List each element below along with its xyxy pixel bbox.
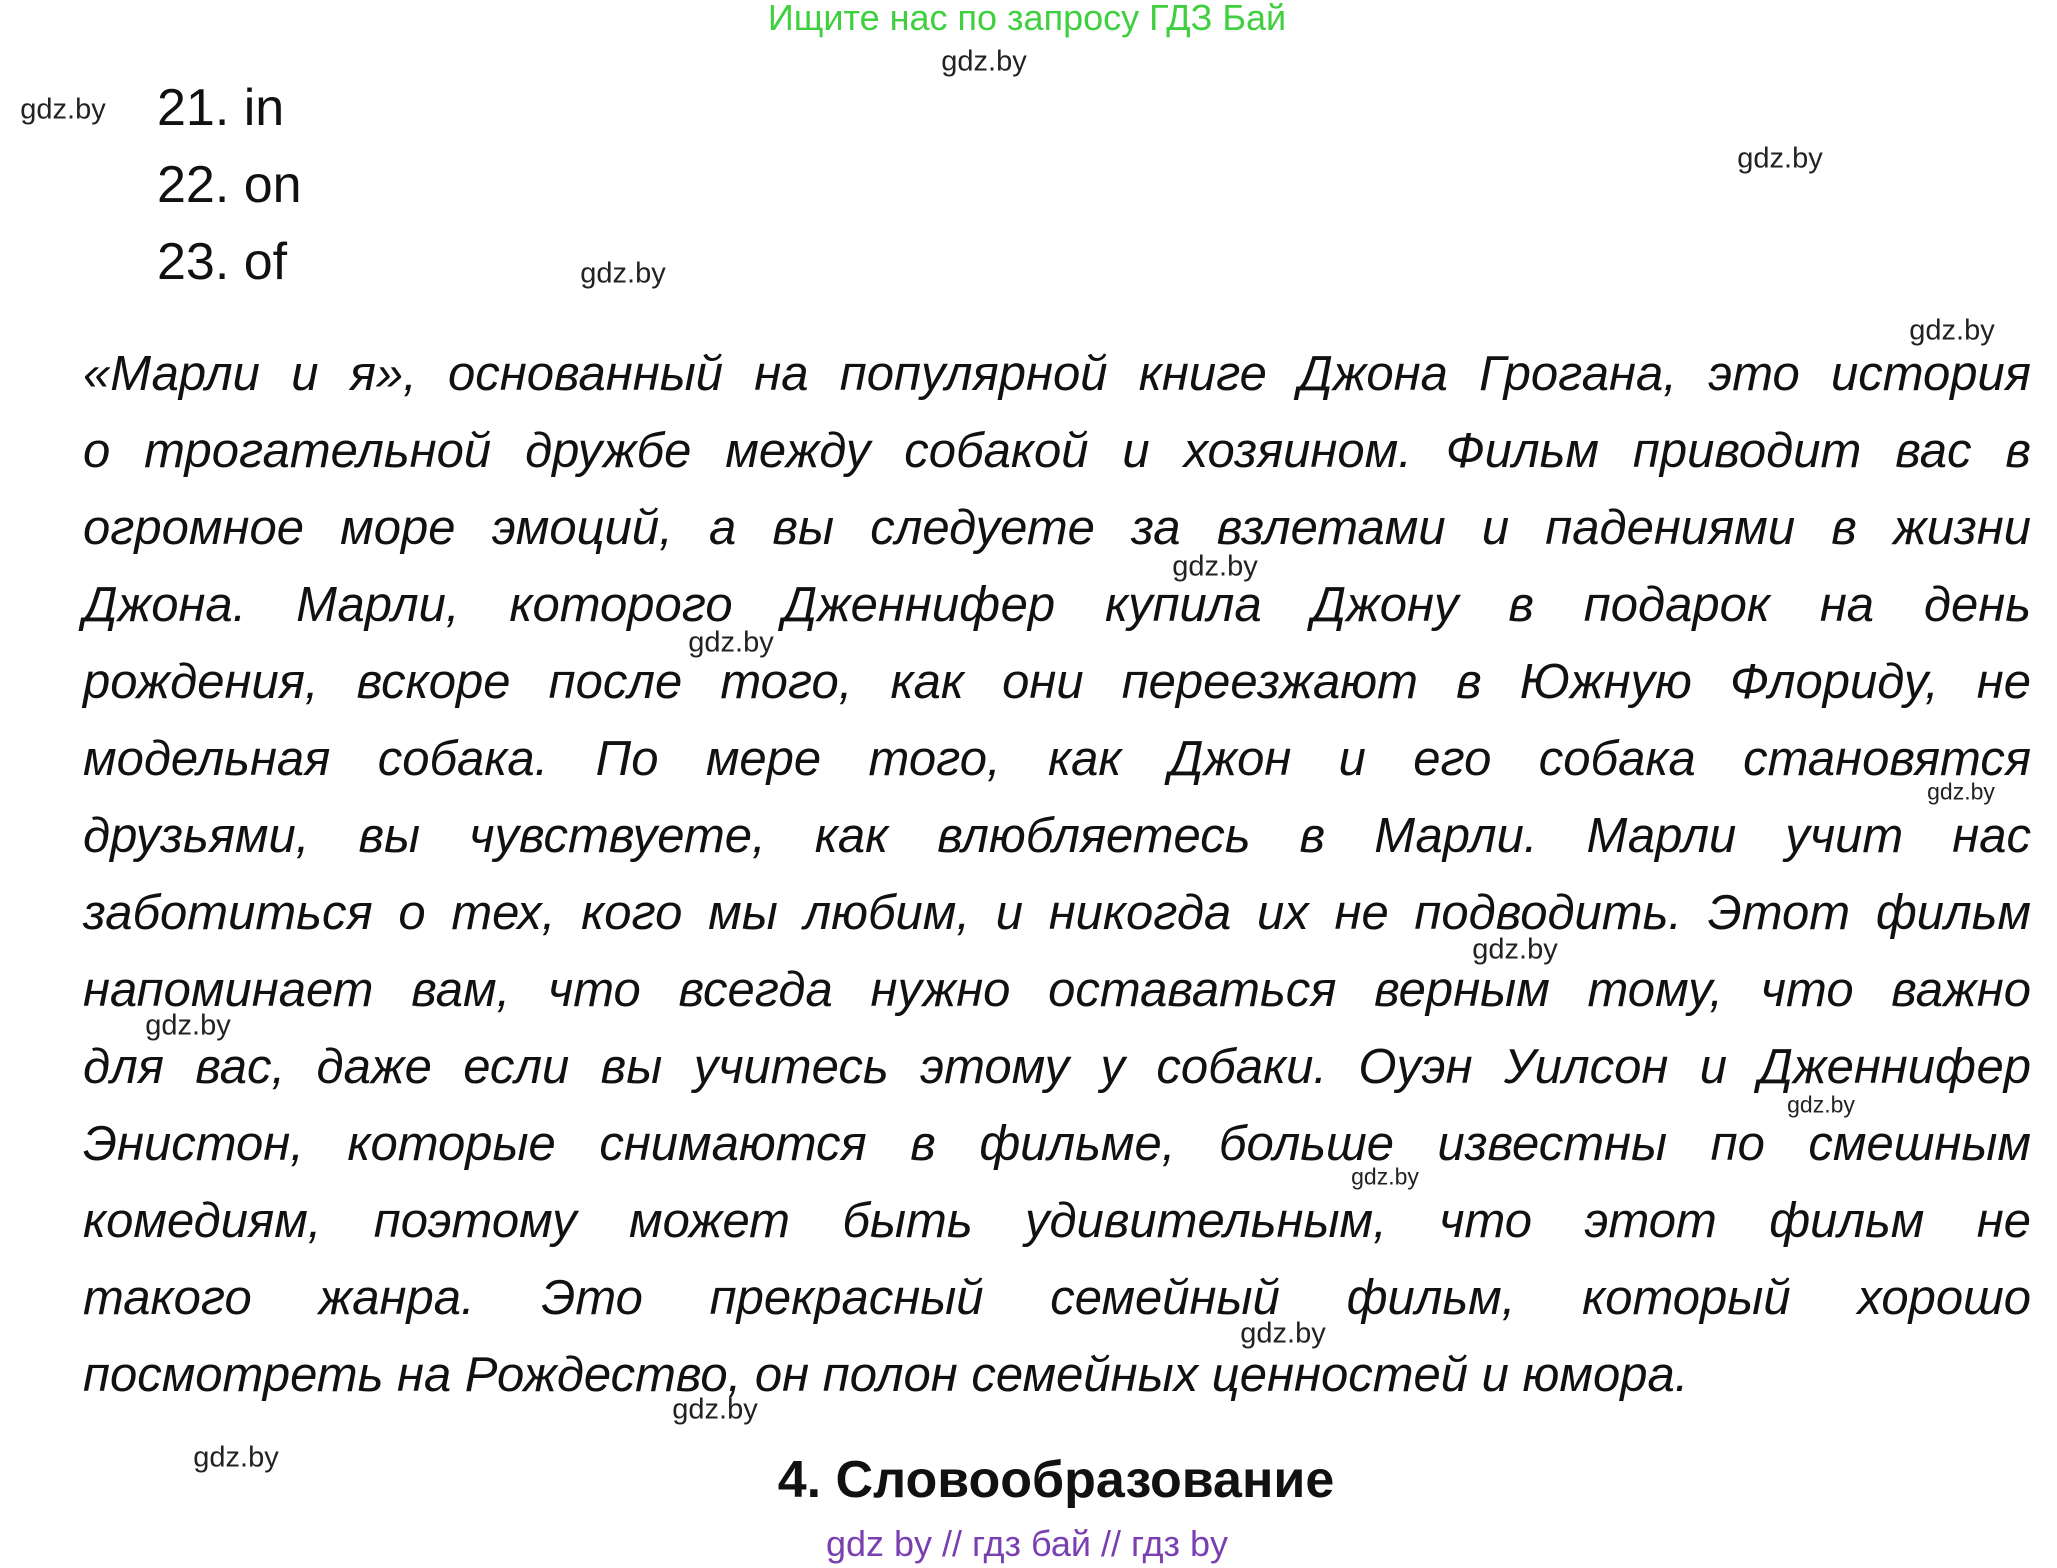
watermark: gdz.by bbox=[580, 257, 666, 290]
paragraph-line: модельная собака. По мере того, как Джон и его собака становятся bbox=[83, 732, 2031, 786]
paragraph-line: друзьями, вы чувствуете, как влюбляетесь в Марли. Марли учит нас bbox=[83, 809, 2031, 863]
paragraph-line: Энистон, которые снимаются в фильме, больше известны по смешным bbox=[83, 1117, 2031, 1171]
section-heading: 4. Словообразование bbox=[777, 1451, 1335, 1509]
paragraph-line: огромное море эмоций, а вы следуете за взлетами и падениями в жизни bbox=[83, 501, 2031, 555]
watermark: gdz.by bbox=[193, 1441, 279, 1474]
watermark: gdz.by bbox=[1787, 1091, 1855, 1118]
paragraph-line: рождения, вскоре после того, как они переезжают в Южную Флориду, не bbox=[83, 655, 2031, 709]
watermark: gdz.by bbox=[1737, 142, 1823, 175]
watermark: gdz.by bbox=[145, 1009, 231, 1042]
watermark: gdz.by bbox=[1927, 778, 1995, 805]
paragraph-line: «Марли и я», основанный на популярной книге Джона Грогана, это история bbox=[83, 347, 2031, 401]
promo-banner: Ищите нас по запросу ГДЗ Бай bbox=[767, 0, 1287, 38]
answer-22: 22. on bbox=[157, 156, 302, 214]
watermark: gdz.by bbox=[1240, 1317, 1326, 1350]
watermark: gdz.by bbox=[1351, 1163, 1419, 1190]
paragraph-line: напоминает вам, что всегда нужно оставаться верным тому, что важно bbox=[83, 963, 2031, 1017]
paragraph-line: о трогательной дружбе между собакой и хозяином. Фильм приводит вас в bbox=[83, 424, 2031, 478]
paragraph-line: посмотреть на Рождество, он полон семейных ценностей и юмора. bbox=[83, 1348, 1689, 1402]
watermark: gdz.by bbox=[941, 45, 1027, 78]
watermark: gdz.by bbox=[1909, 314, 1995, 347]
paragraph-line: заботиться о тех, кого мы любим, и никогда их не подводить. Этот фильм bbox=[83, 886, 2031, 940]
watermark: gdz.by bbox=[20, 93, 106, 126]
paragraph-line: для вас, даже если вы учитесь этому у собаки. Оуэн Уилсон и Дженнифер bbox=[83, 1040, 2031, 1094]
answer-23: 23. of bbox=[157, 233, 288, 291]
paragraph-line: Джона. Марли, которого Дженнифер купила Джону в подарок на день bbox=[83, 578, 2031, 632]
watermark: gdz.by bbox=[1172, 550, 1258, 583]
watermark: gdz.by bbox=[672, 1393, 758, 1426]
answer-21: 21. in bbox=[157, 79, 285, 137]
watermark: gdz.by bbox=[688, 626, 774, 659]
watermark: gdz.by bbox=[1472, 933, 1558, 966]
paragraph-line: такого жанра. Это прекрасный семейный фильм, который хорошо bbox=[83, 1271, 2031, 1325]
footer-links[interactable]: gdz by // гдз бай // гдз by bbox=[825, 1523, 1229, 1564]
paragraph-line: комедиям, поэтому может быть удивительным, что этот фильм не bbox=[83, 1194, 2031, 1248]
